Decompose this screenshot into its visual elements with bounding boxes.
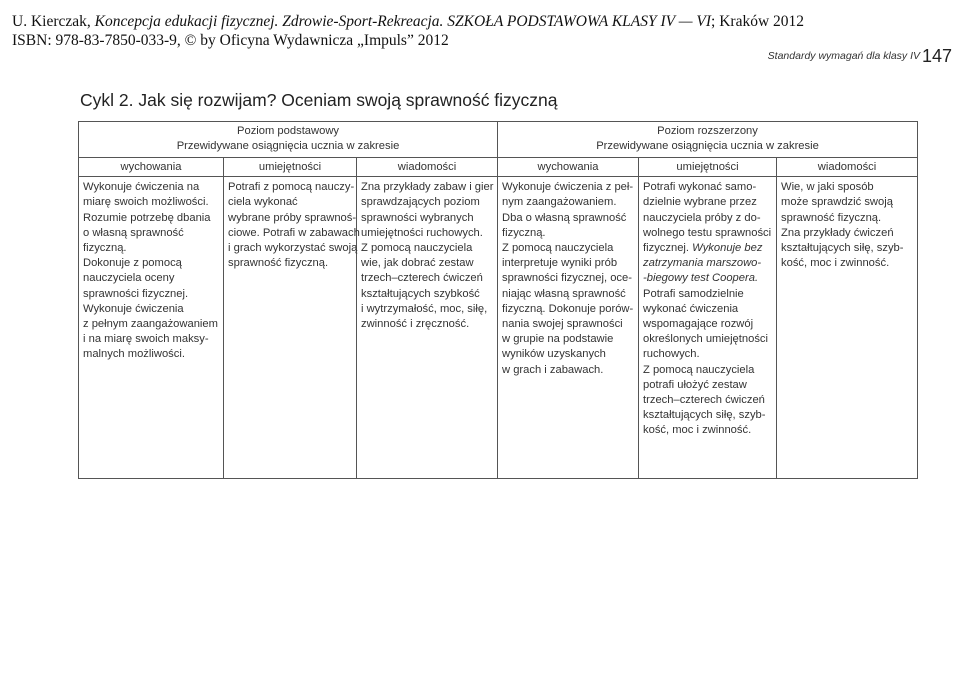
cell-line: kość, moc i zwinność. <box>781 257 890 270</box>
cell-line: wyników uzyskanych <box>502 348 606 361</box>
cell-line: kształtujących szybkość <box>361 287 480 300</box>
cell-line: dzielnie wybrane przez <box>643 196 757 209</box>
cell-line: kształtujących siłę, szyb- <box>643 409 766 422</box>
cell-line: w grach i zabawach. <box>502 363 604 376</box>
cell-extended-upbringing <box>498 177 639 479</box>
cell-line: z pełnym zaangażowaniem <box>83 318 218 331</box>
column-header: wychowania <box>79 158 224 177</box>
cell-line: potrafi ułożyć zestaw <box>643 378 747 391</box>
level-subtitle: Przewidywane osiągnięcia ucznia w zakresie <box>176 140 400 152</box>
citation-author: U. Kierczak, <box>12 13 95 30</box>
level-name: Poziom podstawowy <box>237 125 339 137</box>
cell-line: Wykonuje ćwiczenia <box>83 302 184 315</box>
citation-line <box>12 12 804 31</box>
cell-line: sprawności wybranych <box>361 211 474 224</box>
cell-line: sprawność fizyczną. <box>228 257 329 270</box>
content-row <box>79 177 918 479</box>
cell-line: może sprawdzić swoją <box>781 196 893 209</box>
cell-line: ciela wykonać <box>228 196 298 209</box>
cell-line: Wie, w jaki sposób <box>781 181 874 194</box>
cell-line: Rozumie potrzebę dbania <box>83 211 211 224</box>
cell-line: nauczyciela oceny <box>83 272 175 285</box>
cell-line: zwinność i zręczność. <box>361 318 470 331</box>
cell-line: kość, moc i zwinność. <box>643 424 752 437</box>
cell-line: wie, jak dobrać zestaw <box>361 257 474 270</box>
cell-line: trzech–czterech ćwiczeń <box>643 394 765 407</box>
level-basic-header <box>79 122 498 158</box>
cell-line: Zna przykłady zabaw i gier <box>361 181 494 194</box>
level-name: Poziom rozszerzony <box>657 125 758 137</box>
cell-line: określonych umiejętności <box>643 333 769 346</box>
column-header: wiadomości <box>777 158 918 177</box>
cell-line: w grupie na podstawie <box>502 333 614 346</box>
cell-line: nauczyciela próby z do- <box>643 211 761 224</box>
cell-line: kształtujących siłę, szyb- <box>781 242 904 255</box>
cell-line: Wykonuje ćwiczenia z peł- <box>502 181 634 194</box>
cell-line: zatrzymania marszowo- <box>643 257 762 270</box>
cell-line: nym zaangażowaniem. <box>502 196 617 209</box>
column-header: umiejętności <box>224 158 357 177</box>
cell-line: wolnego testu sprawności <box>643 226 772 239</box>
cell-line: wykonać ćwiczenia <box>643 302 739 315</box>
cell-line: fizycznej. Wykonuje bez <box>643 242 763 255</box>
cell-line: Z pomocą nauczyciela <box>643 363 755 376</box>
column-header: wychowania <box>498 158 639 177</box>
cell-line: Dokonuje z pomocą <box>83 257 182 270</box>
cell-line: o własną sprawność <box>83 226 184 239</box>
level-subtitle: Przewidywane osiągnięcia ucznia w zakresie <box>596 140 819 152</box>
citation-title: Koncepcja edukacji fizycznej. Zdrowie-Sport-Rekreacja. SZKOŁA PODSTAWOWA KLASY IV — VI <box>94 13 712 30</box>
cell-line: Dba o własną sprawność <box>502 211 627 224</box>
column-header: wiadomości <box>357 158 498 177</box>
cell-line: Potrafi wykonać samo- <box>643 181 757 194</box>
cell-line: umiejętności ruchowych. <box>361 226 483 239</box>
cell-basic-knowledge <box>357 177 498 479</box>
cell-line: i na miarę swoich maksy- <box>83 333 209 346</box>
column-header-row <box>79 158 918 177</box>
cell-line: sprawdzających poziom <box>361 196 480 209</box>
level-header-row <box>79 122 918 158</box>
cell-line: sprawność fizyczną. <box>781 211 882 224</box>
cell-line: wspomagające rozwój <box>643 318 754 331</box>
cell-line: interpretuje wyniki prób <box>502 257 618 270</box>
cell-line: Potrafi samodzielnie <box>643 287 744 300</box>
cell-line: sprawności fizycznej. <box>83 287 189 300</box>
page-number: 147 <box>921 46 952 66</box>
running-head: Standardy wymagań dla klasy IV <box>767 50 920 62</box>
cell-line: wybrane próby sprawnoś- <box>228 211 357 224</box>
cell-line: ciowe. Potrafi w zabawach <box>228 226 360 239</box>
cell-line: fizyczną. <box>83 242 127 255</box>
section-title: Cykl 2. Jak się rozwijam? Oceniam swoją sprawność fizyczną <box>80 90 558 110</box>
cell-extended-knowledge <box>777 177 918 479</box>
cell-line: sprawności fizycznej, oce- <box>502 272 632 285</box>
cell-line: niając własną sprawność <box>502 287 626 300</box>
level-extended-header <box>498 122 918 158</box>
cell-line: Z pomocą nauczyciela <box>361 242 473 255</box>
bibliographic-header <box>12 12 804 50</box>
citation-suffix: ; Kraków 2012 <box>711 13 805 30</box>
cell-basic-skills <box>224 177 360 479</box>
cell-line: fizyczną. Dokonuje porów- <box>502 302 634 315</box>
cell-line: ruchowych. <box>643 348 700 361</box>
cell-line: Zna przykłady ćwiczeń <box>781 226 894 239</box>
column-header: umiejętności <box>639 158 777 177</box>
isbn-line: ISBN: 978-83-7850-033-9, © by Oficyna Wydawnicza „Impuls” 2012 <box>12 32 449 49</box>
cell-line: malnych możliwości. <box>83 348 185 361</box>
cell-line: Potrafi z pomocą nauczy- <box>228 181 355 194</box>
cell-line: i wytrzymałość, moc, siłę, <box>361 302 488 315</box>
cell-line: nania swojej sprawności <box>502 318 623 331</box>
cell-line: -biegowy test Coopera. <box>643 272 759 285</box>
cell-line: trzech–czterech ćwiczeń <box>361 272 483 285</box>
cell-basic-upbringing <box>79 177 224 479</box>
cell-extended-skills <box>639 177 777 479</box>
cell-line: i grach wykorzystać swoją <box>228 242 358 255</box>
standards-table <box>78 121 918 479</box>
cell-line: fizyczną. <box>502 226 546 239</box>
cell-line: miarę swoich możliwości. <box>83 196 209 209</box>
cell-line: Z pomocą nauczyciela <box>502 242 614 255</box>
cell-line: Wykonuje ćwiczenia na <box>83 181 200 194</box>
